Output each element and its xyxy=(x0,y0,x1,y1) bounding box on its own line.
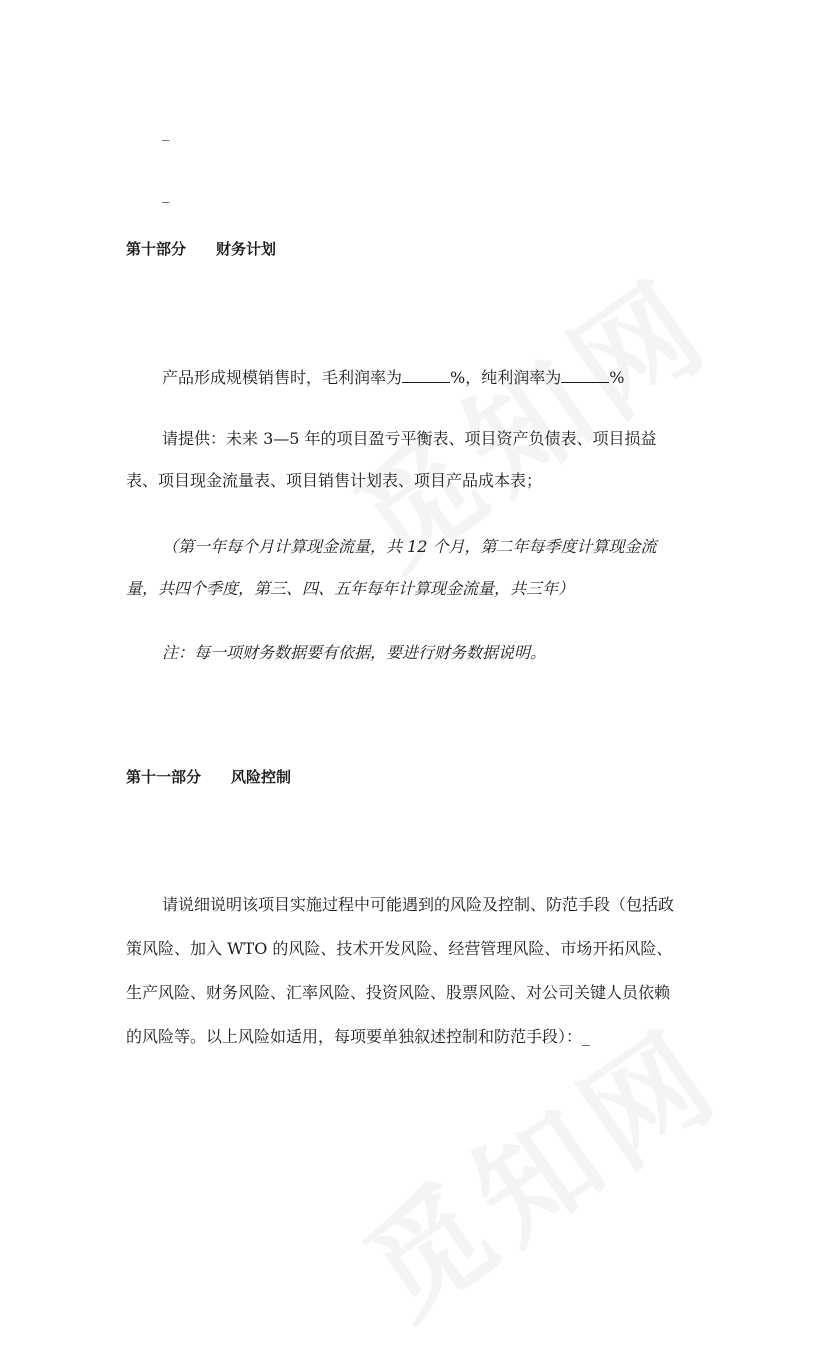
margin-text-b: %，纯利润率为 xyxy=(450,368,562,387)
top-mark-1: _ xyxy=(162,123,170,141)
margin-text-a: 产品形成规模销售时，毛利润率为 xyxy=(162,368,403,387)
net-margin-blank xyxy=(561,366,609,383)
section10-title: 财务计划 xyxy=(216,240,277,258)
section10-heading xyxy=(126,238,276,260)
section11-label: 第十一部分 xyxy=(126,768,202,786)
cashflow-line-2: 量，共四个季度，第三、四、五年每年计算现金流量，共三年） xyxy=(126,579,575,598)
gross-margin-blank xyxy=(402,366,450,383)
section11-title: 风险控制 xyxy=(231,768,292,786)
top-mark-2: _ xyxy=(162,185,170,203)
provide-line-1: 请提供：未来 3—5 年的项目盈亏平衡表、项目资产负债表、项目损益 xyxy=(162,429,657,448)
cashflow-line-1: （第一年每个月计算现金流量，共 12 个月，第二年每季度计算现金流 xyxy=(162,537,657,556)
risk-line-2: 策风险、加入 WTO 的风险、技术开发风险、经营管理风险、市场开拓风险、 xyxy=(126,939,673,958)
section11-heading xyxy=(126,766,291,788)
section10-label: 第十部分 xyxy=(126,240,187,258)
risk-line-3: 生产风险、财务风险、汇率风险、投资风险、股票风险、对公司关键人员依赖 xyxy=(126,983,671,1002)
note-line: 注：每一项财务数据要有依据，要进行财务数据说明。 xyxy=(162,643,547,662)
risk-line-1: 请说细说明该项目实施过程中可能遇到的风险及控制、防范手段（包括政 xyxy=(162,895,675,914)
provide-line-2: 表、项目现金流量表、项目销售计划表、项目产品成本表； xyxy=(126,471,543,490)
margin-text-c: % xyxy=(609,368,625,387)
risk-line-4: 的风险等。以上风险如适用，每项要单独叙述控制和防范手段）：_ xyxy=(126,1027,591,1046)
